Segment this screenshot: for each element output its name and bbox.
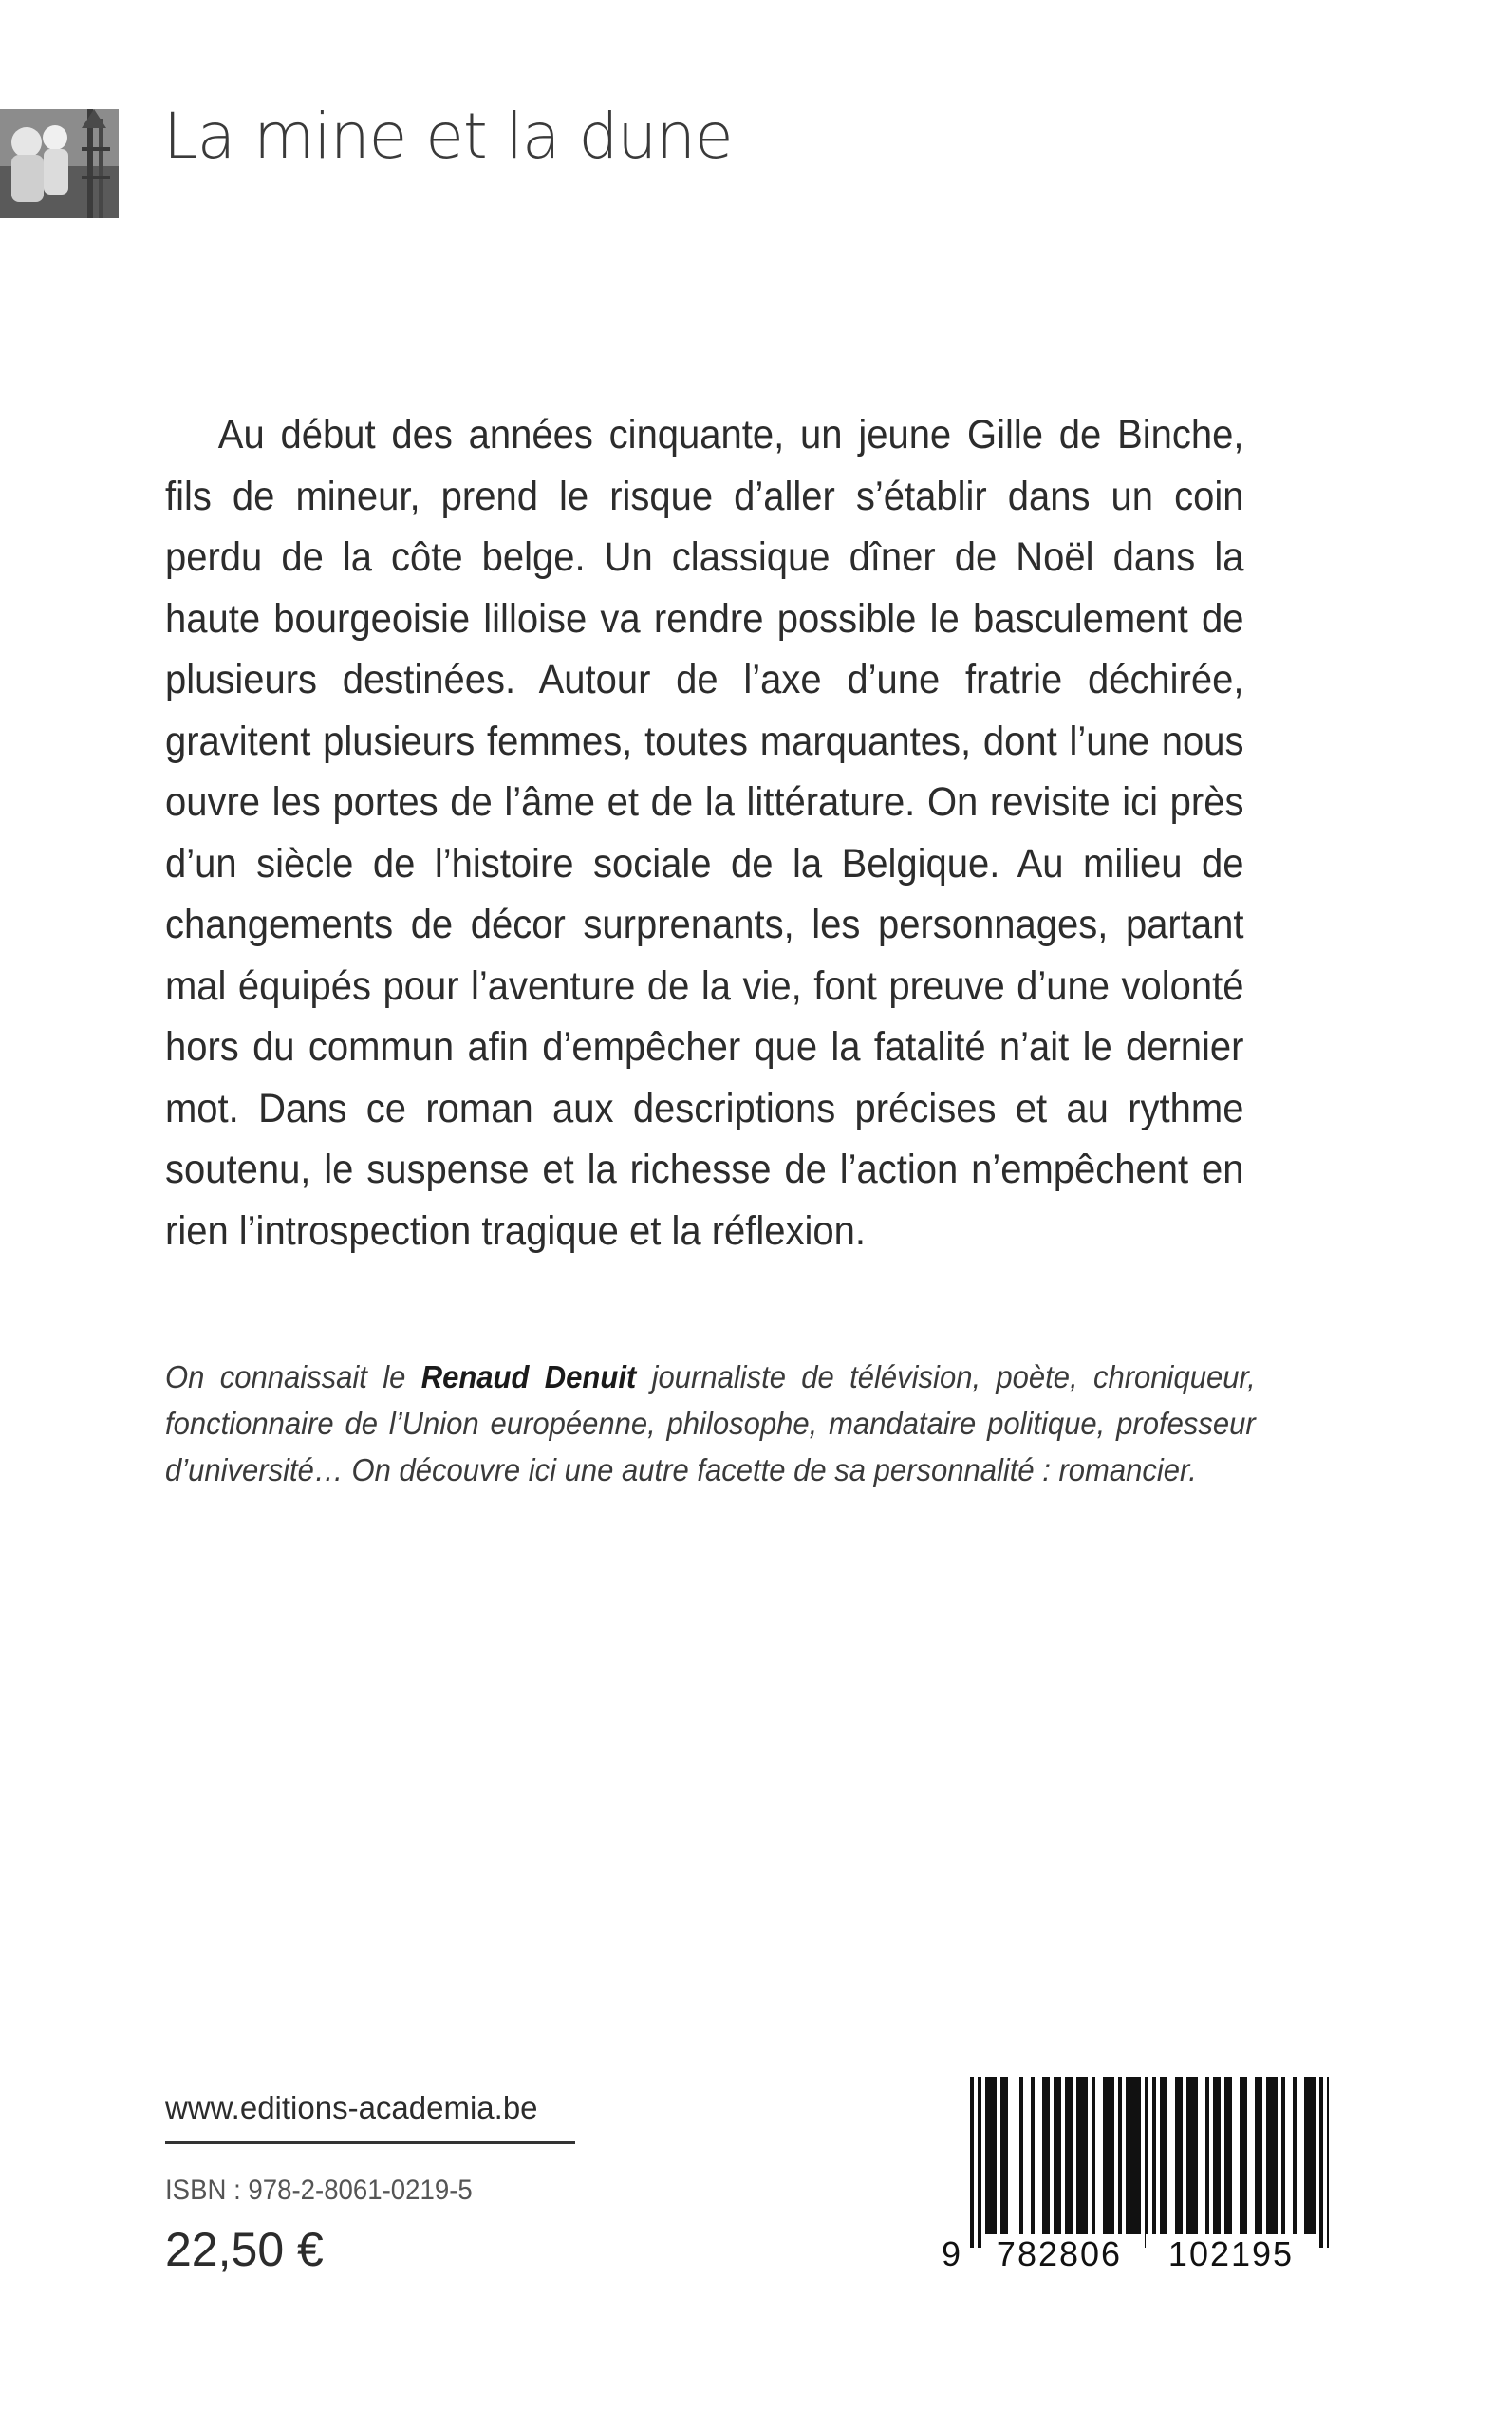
cover-photo-thumbnail	[0, 109, 119, 218]
barcode-bar	[1019, 2077, 1023, 2234]
barcode-bar	[1194, 2077, 1198, 2234]
isbn-number: ISBN : 978-2-8061-0219-5	[165, 2175, 473, 2206]
barcode-bar	[1179, 2077, 1183, 2234]
barcode-bar	[1042, 2077, 1046, 2234]
barcode-bar	[1175, 2077, 1179, 2234]
publisher-website[interactable]: www.editions-academia.be	[165, 2090, 538, 2125]
barcode-bar	[1217, 2077, 1221, 2234]
barcode-bar	[1319, 2077, 1323, 2248]
ean13-barcode	[942, 2077, 1329, 2248]
barcode-bar	[1129, 2077, 1133, 2234]
barcode-bar	[1164, 2077, 1167, 2234]
barcode-bar	[1293, 2077, 1297, 2234]
barcode-bar	[1133, 2077, 1137, 2234]
barcode-bar	[1111, 2077, 1114, 2234]
barcode-bar	[993, 2077, 997, 2234]
barcode-bar	[1118, 2077, 1122, 2234]
barcode-bar	[970, 2077, 974, 2248]
barcode-bar	[1145, 2077, 1148, 2248]
barcode-bar	[1160, 2077, 1164, 2234]
barcode-bar	[985, 2077, 989, 2234]
barcode-bar	[1259, 2077, 1262, 2234]
barcode-bar	[1107, 2077, 1111, 2234]
barcode-left-group: 782806	[983, 2234, 1135, 2274]
barcode-bar	[1266, 2077, 1270, 2234]
barcode-bar	[1076, 2077, 1080, 2234]
book-summary: Au début des années cinquante, un jeune Gille de Binche, fils de mineur, prend le risque d’aller s’établir dans un coin perdu de la côte belge. Un classique dîner de Noël dans la haute bourgeoisie lilloise va rendre possible le basculement de plusieurs destinées. Autour de l’axe d’une fratrie déchirée, gravitent plusieurs femmes, toutes marquantes, dont l’une nous ouvre les portes de l’âme et de la littérature. On revisite ici près d’un siècle de l’histoire sociale de la Belgique. Au milieu de changements de décor surprenants, les personnages, partant mal équipés pour l’aventure de la vie, font preuve d’une volonté hors du commun afin d’empêcher que la fatalité n’ait le dernier mot. Dans ce roman aux descriptions précises et au rythme soutenu, le suspense et la richesse de l’action n’empêchent en rien l’introspection tragique et la réflexion.	[165, 412, 1244, 1254]
barcode-bar	[1308, 2077, 1312, 2234]
barcode-bar	[1240, 2077, 1243, 2234]
barcode-right-group: 102195	[1146, 2234, 1316, 2274]
barcode-bar	[1046, 2077, 1050, 2234]
book-price: 22,50 €	[165, 2223, 324, 2276]
barcode-bar	[1312, 2077, 1316, 2234]
barcode-bar	[1069, 2077, 1073, 2234]
barcode-bar	[1205, 2077, 1209, 2234]
barcode-bar	[1213, 2077, 1217, 2234]
barcode-bar	[1152, 2077, 1156, 2248]
barcode-bar	[1084, 2077, 1088, 2234]
barcode-bar	[1054, 2077, 1057, 2234]
barcode-bar	[1137, 2077, 1141, 2234]
author-note	[165, 1354, 1256, 1493]
barcode-bar	[1243, 2077, 1247, 2234]
barcode-bar	[1004, 2077, 1008, 2234]
barcode-bar	[1186, 2077, 1190, 2234]
barcode-bar	[1274, 2077, 1278, 2234]
barcode-bar	[1304, 2077, 1308, 2234]
book-title: La mine et la dune	[163, 100, 733, 173]
author-note-intro: On connaissait le	[165, 1359, 421, 1394]
barcode-bar	[1224, 2077, 1228, 2234]
barcode-bar	[1080, 2077, 1084, 2234]
author-note-body: journaliste de télévision, poète, chroniqueur, fonctionnaire de l’Union européenne, philosophe, mandataire politique, professeur d’université… On découvre ici une autre facette de sa personnalité : romancier.	[165, 1359, 1256, 1487]
barcode-bar	[1126, 2077, 1129, 2234]
barcode-bar	[1190, 2077, 1194, 2234]
author-name: Renaud Denuit	[420, 1359, 637, 1394]
barcode-bar	[1103, 2077, 1107, 2234]
barcode-bar	[1270, 2077, 1274, 2234]
barcode-bar	[1092, 2077, 1095, 2234]
barcode-digits	[942, 2234, 1329, 2276]
barcode-first-digit: 9	[942, 2234, 961, 2273]
divider-line	[165, 2141, 575, 2144]
barcode-bar	[1065, 2077, 1069, 2234]
barcode-bar	[1255, 2077, 1259, 2234]
barcode-bar	[989, 2077, 993, 2234]
barcode-bar	[1281, 2077, 1285, 2234]
barcode-bar	[1228, 2077, 1232, 2234]
barcode-bar	[1327, 2077, 1329, 2248]
barcode-bar	[978, 2077, 981, 2248]
barcode-bar	[1057, 2077, 1061, 2234]
barcode-bar	[1000, 2077, 1004, 2234]
barcode-bar	[1031, 2077, 1035, 2234]
